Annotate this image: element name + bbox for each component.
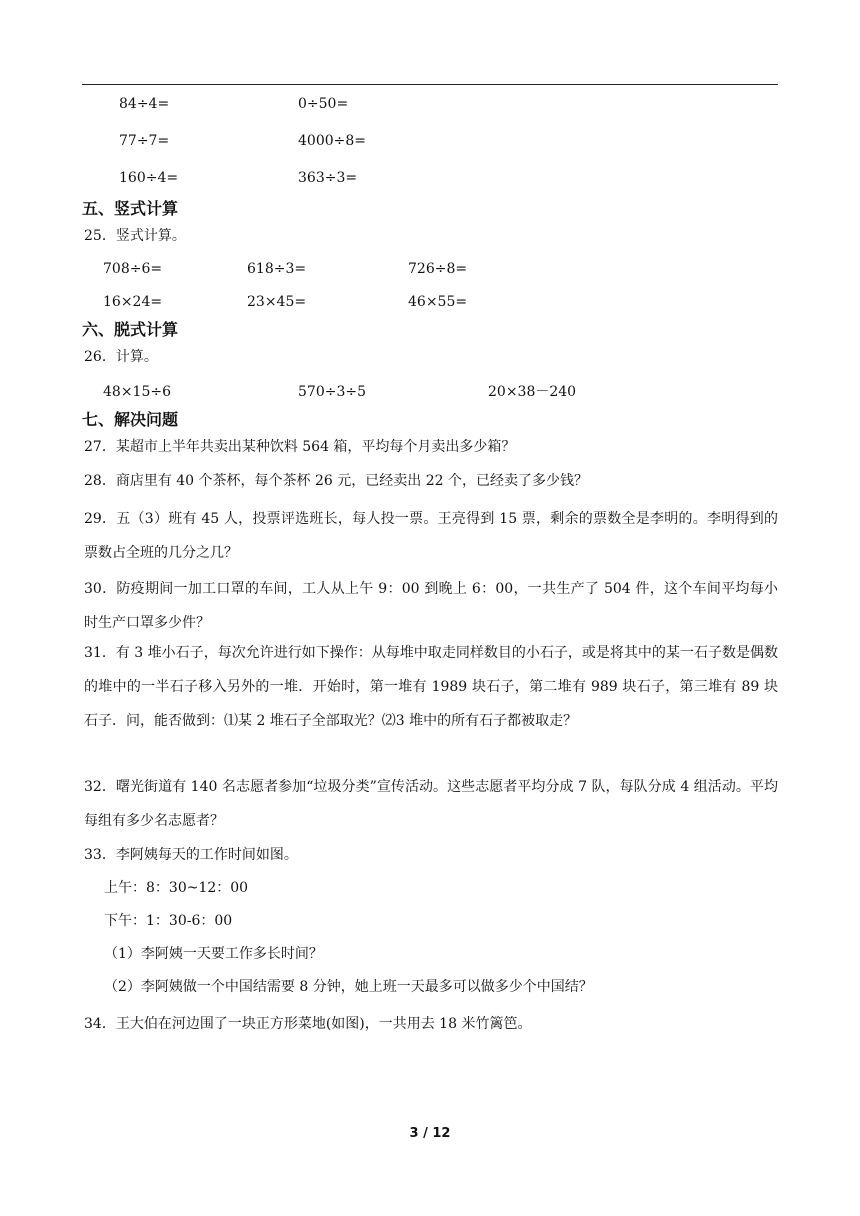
exercise: 20×38－240 [488,384,577,400]
exercise: 77÷7= [119,133,170,149]
header-rule [82,84,778,85]
exercise: 23×45= [247,294,307,310]
question-31: 31．有 3 堆小石子，每次允许进行如下操作：从每堆中取走同样数目的小石子，或是将其中的某一石子数是偶数的堆中的一半石子移入另外的一堆．开始时，第一堆有 1989 块石子，第二堆有 989 块石子，第三堆有 89 块石子．问，能否做到：⑴某 2 堆石子全部取光？⑵3 堆中的所有石子都被取走？ [84,645,778,729]
exercise: 16×24= [103,294,163,310]
section-title: 七、解决问题 [82,410,179,429]
question-29: 29．五（3）班有 45 人，投票评选班长，每人投一票。王亮得到 15 票，剩余的票数全是李明的。李明得到的票数占全班的几分之几？ [84,511,778,561]
question-27: 27．某超市上半年共卖出某种饮料 564 箱，平均每个月卖出多少箱？ [84,439,516,455]
exercise: 618÷3= [247,261,307,277]
question-34: 34．王大伯在河边围了一块正方形菜地(如图)，一共用去 18 米竹篱笆。 [84,1016,532,1032]
question-label: 25．竖式计算。 [84,228,186,244]
question-30: 30．防疫期间一加工口罩的车间，工人从上午 9：00 到晚上 6：00，一共生产了 504 件，这个车间平均每小时生产口罩多少件？ [84,581,778,631]
work-time-pm: 下午：1：30-6：00 [104,913,233,929]
question-label: 26．计算。 [84,349,158,365]
exercise: 363÷3= [298,170,358,186]
section-title: 五、竖式计算 [82,199,179,218]
section-title: 六、脱式计算 [82,320,179,339]
exercise: 84÷4= [119,96,170,112]
work-time-am: 上午：8：30~12：00 [104,880,249,896]
question-28: 28．商店里有 40 个茶杯，每个茶杯 26 元，已经卖出 22 个，已经卖了多少钱？ [84,473,588,489]
exercise: 46×55= [408,294,468,310]
exercise: 160÷4= [119,170,179,186]
question-33: 33．李阿姨每天的工作时间如图。 [84,847,298,863]
sub-question: （2）李阿姨做一个中国结需要 8 分钟，她上班一天最多可以做多少个中国结？ [104,979,593,995]
exercise: 4000÷8= [298,133,366,149]
exercise: 708÷6= [103,261,163,277]
exercise: 726÷8= [408,261,468,277]
exercise: 570÷3÷5 [298,384,366,400]
sub-question: （1）李阿姨一天要工作多长时间？ [104,946,323,962]
question-32: 32．曙光街道有 140 名志愿者参加“垃圾分类”宣传活动。这些志愿者平均分成 7 队，每队分成 4 组活动。平均每组有多少名志愿者？ [84,779,778,829]
exercise: 0÷50= [298,96,349,112]
exercise: 48×15÷6 [103,384,171,400]
page-number: 3 / 12 [409,1126,451,1141]
